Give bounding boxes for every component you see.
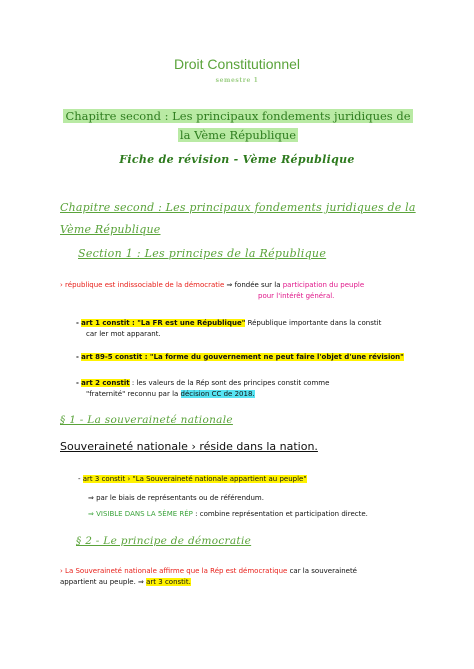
item-text: : les valeurs de la Rép sont des principes constit comme [129,379,330,387]
item-bullet: - [76,353,79,361]
list-item [76,378,436,389]
item-highlight: art 89-5 constit : "La forme du gouvernement ne peut faire l'objet d'une révision" [81,353,404,361]
democratie-rest: car la souveraineté [287,567,357,575]
democratie-line2-highlight: art 3 constit. [146,578,191,586]
chapter-heading: Chapitre second : Les principaux fondements juridiques de la Vème République [60,201,416,236]
intro-pink-text: participation du peuple [282,281,365,289]
intro-arrow-text: ⇒ fondée sur la [224,281,283,289]
item-text-line2-a: "fraternité" reconnu par la [86,390,181,398]
democratie-paragraph [60,566,420,577]
list-item [76,318,416,329]
item-highlight: art 1 constit : "La FR est une République" [81,319,246,327]
democratie-line2 [60,577,191,588]
democratie-red-text: La Souveraineté nationale affirme que la Rép est démocratique [65,567,288,575]
semester-label: semestre 1 [215,77,259,84]
arrow-green-text: ⇒ VISIBLE DANS LA 5ÈME RÉP [88,510,193,518]
bullet-marker: › [60,281,63,289]
intro-line2: pour l'intérêt général. [258,292,335,300]
bullet-marker: › [60,567,63,575]
subsection-1-title: § 1 - La souveraineté nationale [60,414,233,426]
document-title: Droit Constitutionnel [173,56,301,72]
arrow-rest-text: : combine représentation et participation directe. [192,510,368,518]
republic-intro [60,280,420,291]
item-text-line2-highlight: décision CC de 2018. [180,390,255,398]
item-highlight: art 3 constit › "La Souveraineté nationale appartient au peuple" [82,475,307,483]
arrow-line-2 [88,509,428,520]
subsection-2-title: § 2 - Le principe de démocratie [76,535,252,547]
list-item [78,474,418,485]
item-highlight: art 2 constit [81,379,130,387]
chapter-banner-line2: la Vème République [179,128,297,142]
item-bullet: - [76,379,79,387]
item-bullet: - [76,319,79,327]
arrow-line-1: ⇒ par le biais de représentants ou de référendum. [88,494,264,502]
souverainete-heading: Souveraineté nationale › réside dans la nation. [60,440,318,453]
item-text-line2: car ler mot apparant. [86,330,161,338]
intro-red-text: république est indissociable de la démocratie [65,281,225,289]
list-item [76,352,436,363]
democratie-line2-text: appartient au peuple. ⇒ [60,578,147,586]
chapter-banner [60,107,416,145]
section-1-title: Section 1 : Les principes de la République [78,247,327,260]
fiche-title: Fiche de révision - Vème République [119,153,355,166]
item-text-line2 [86,389,255,400]
chapter-banner-line1: Chapitre second : Les principaux fondements juridiques de [65,109,411,123]
item-bullet: - [78,475,81,483]
item-text: République importante dans la constit [245,319,382,327]
